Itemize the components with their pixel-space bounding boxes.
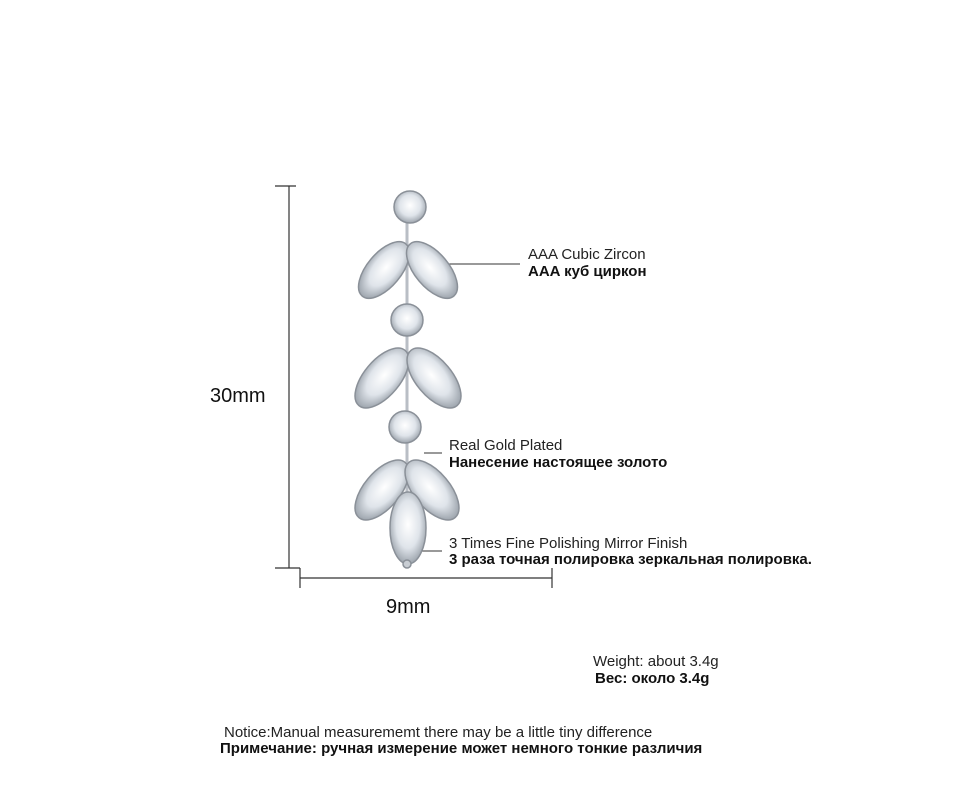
height-label: 30mm bbox=[210, 385, 266, 407]
callout-zircon-ru: AAA куб циркон bbox=[528, 263, 647, 280]
height-dimension-line bbox=[275, 186, 300, 568]
callout-polish-en: 3 Times Fine Polishing Mirror Finish bbox=[449, 535, 688, 552]
weight-en: Weight: about 3.4g bbox=[593, 653, 719, 670]
notice-en: Notice:Manual measurememt there may be a little tiny difference bbox=[224, 724, 653, 741]
callout-zircon-en: AAA Cubic Zircon bbox=[528, 246, 646, 263]
weight-ru: Вес: около 3.4g bbox=[595, 670, 710, 687]
callout-gold-en: Real Gold Plated bbox=[449, 437, 563, 454]
callout-gold-ru: Нанесение настоящее золото bbox=[449, 454, 668, 471]
width-dimension-line bbox=[300, 568, 552, 588]
callout-polish-ru: 3 раза точная полировка зеркальная полировка. bbox=[449, 551, 812, 568]
earring-jewelry bbox=[345, 191, 471, 568]
notice-ru: Примечание: ручная измерение может немного тонкие различия bbox=[220, 740, 703, 757]
width-label: 9mm bbox=[386, 596, 431, 618]
